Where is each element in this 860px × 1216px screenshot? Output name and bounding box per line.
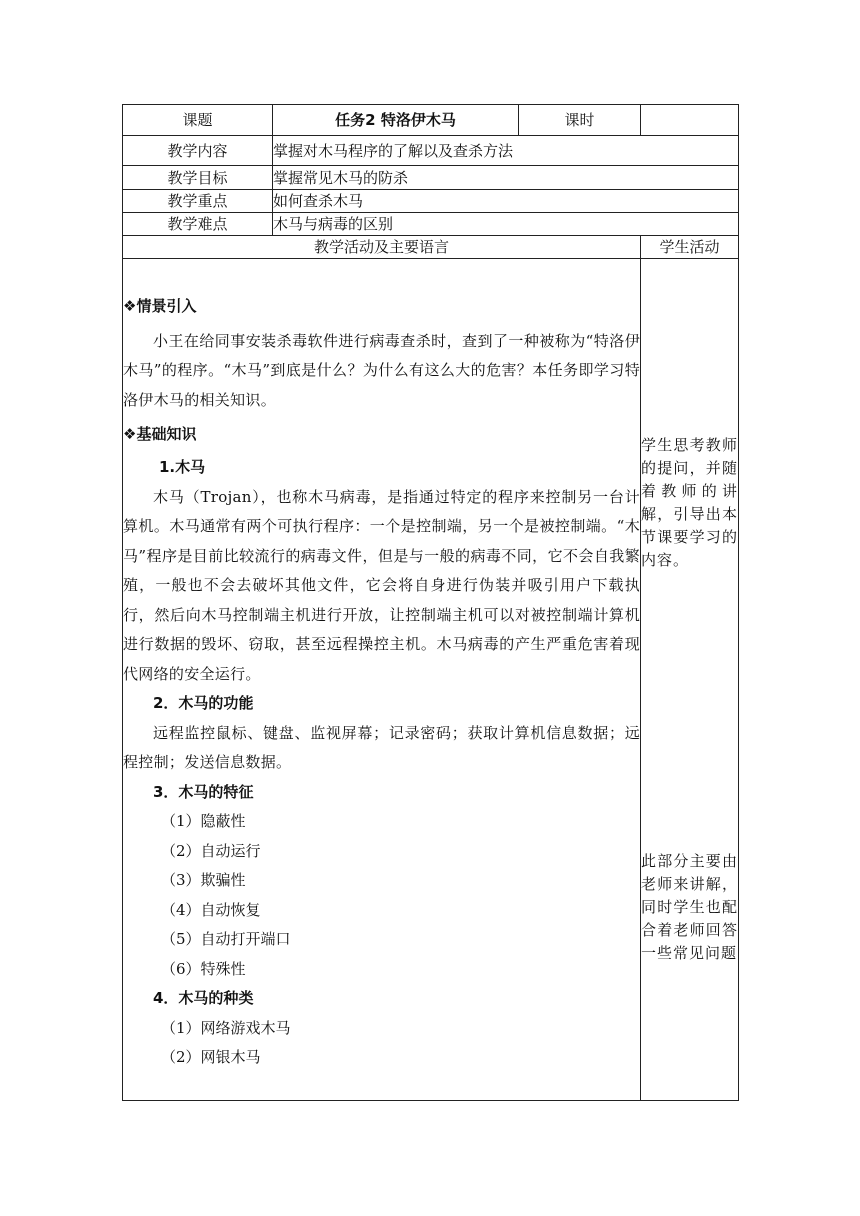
list-item: （2）自动运行	[161, 841, 261, 860]
body-row	[123, 259, 739, 1101]
difficulty-label: 教学难点	[123, 213, 273, 236]
types-list	[123, 1014, 640, 1073]
difficulty-value: 木马与病毒的区别	[273, 213, 739, 236]
list-item: （1）网络游戏木马	[161, 1018, 291, 1037]
function-heading: 2．木马的功能	[153, 694, 254, 712]
topic-label: 课题	[123, 105, 273, 136]
list-item: （1）隐蔽性	[161, 812, 246, 830]
section-basics-title: 基础知识	[136, 425, 197, 443]
list-item: （6）特殊性	[161, 959, 246, 978]
goal-row	[123, 166, 739, 190]
intro-paragraph: 小王在给同事安装杀毒软件进行病毒查杀时，查到了一种被称为“特洛伊木马”的程序。“木马”到底是什么？为什么有这么大的危害？本任务即学习特洛伊木马的相关知识。	[123, 331, 640, 409]
list-item: （4）自动恢复	[161, 900, 261, 919]
header-row	[123, 105, 739, 136]
activities-header: 教学活动及主要语言	[123, 236, 641, 259]
student-note-intro: 学生思考教师的提问，并随着教师的讲解，引导出本节课要学习的内容。	[641, 436, 738, 569]
function-paragraph: 远程监控鼠标、键盘、监视屏幕；记录密码；获取计算机信息数据；远程控制；发送信息数据。	[123, 723, 640, 771]
diamond-bullet-icon: ❖	[123, 296, 137, 315]
activities-content	[123, 259, 641, 1101]
types-heading: 4．木马的种类	[153, 989, 254, 1007]
trojan-paragraph: 木马（Trojan），也称木马病毒，是指通过特定的程序来控制另一台计算机。木马通常有两个可执行程序：一个是控制端，另一个是被控制端。“木马”程序是目前比较流行的病毒文件，但是与一般的病毒不同，它不会自我繁殖，一般也不会去破坏其他文件，它会将自身进行伪装并吸引用户下载执行，然后向木马控制端主机进行开放，让控制端主机可以对被控制端计算机进行数据的毁坏、窃取，甚至远程操控主机。木马病毒的产生严重危害着现代网络的安全运行。	[123, 487, 640, 683]
focus-value: 如何查杀木马	[273, 190, 739, 213]
column-header-row	[123, 236, 739, 259]
content-row	[123, 136, 739, 166]
goal-value: 掌握常见木马的防杀	[273, 166, 739, 190]
focus-label: 教学重点	[123, 190, 273, 213]
content-label: 教学内容	[123, 136, 273, 166]
section-intro-title: 情景引入	[136, 296, 197, 315]
student-note-basics: 此部分主要由老师来讲解，同时学生也配合着老师回答一些常见问题	[641, 852, 738, 962]
section-basics-heading	[123, 423, 640, 445]
list-item: （3）欺骗性	[161, 871, 246, 889]
feature-list	[123, 807, 640, 984]
content-value: 掌握对木马程序的了解以及查杀方法	[273, 136, 739, 166]
hours-value	[641, 105, 739, 136]
diamond-bullet-icon: ❖	[123, 425, 137, 443]
focus-row	[123, 190, 739, 213]
hours-label: 课时	[519, 105, 641, 136]
trojan-heading: 1.木马	[159, 458, 206, 476]
student-activity-content	[641, 259, 739, 1101]
list-item: （2）网银木马	[161, 1048, 261, 1066]
difficulty-row	[123, 213, 739, 236]
student-header: 学生活动	[641, 236, 739, 259]
topic-value: 任务2 特洛伊木马	[273, 105, 519, 136]
feature-heading: 3．木马的特征	[153, 782, 254, 801]
lesson-plan-table	[122, 104, 739, 1101]
section-intro-heading	[123, 295, 640, 317]
goal-label: 教学目标	[123, 166, 273, 190]
list-item: （5）自动打开端口	[161, 930, 291, 948]
